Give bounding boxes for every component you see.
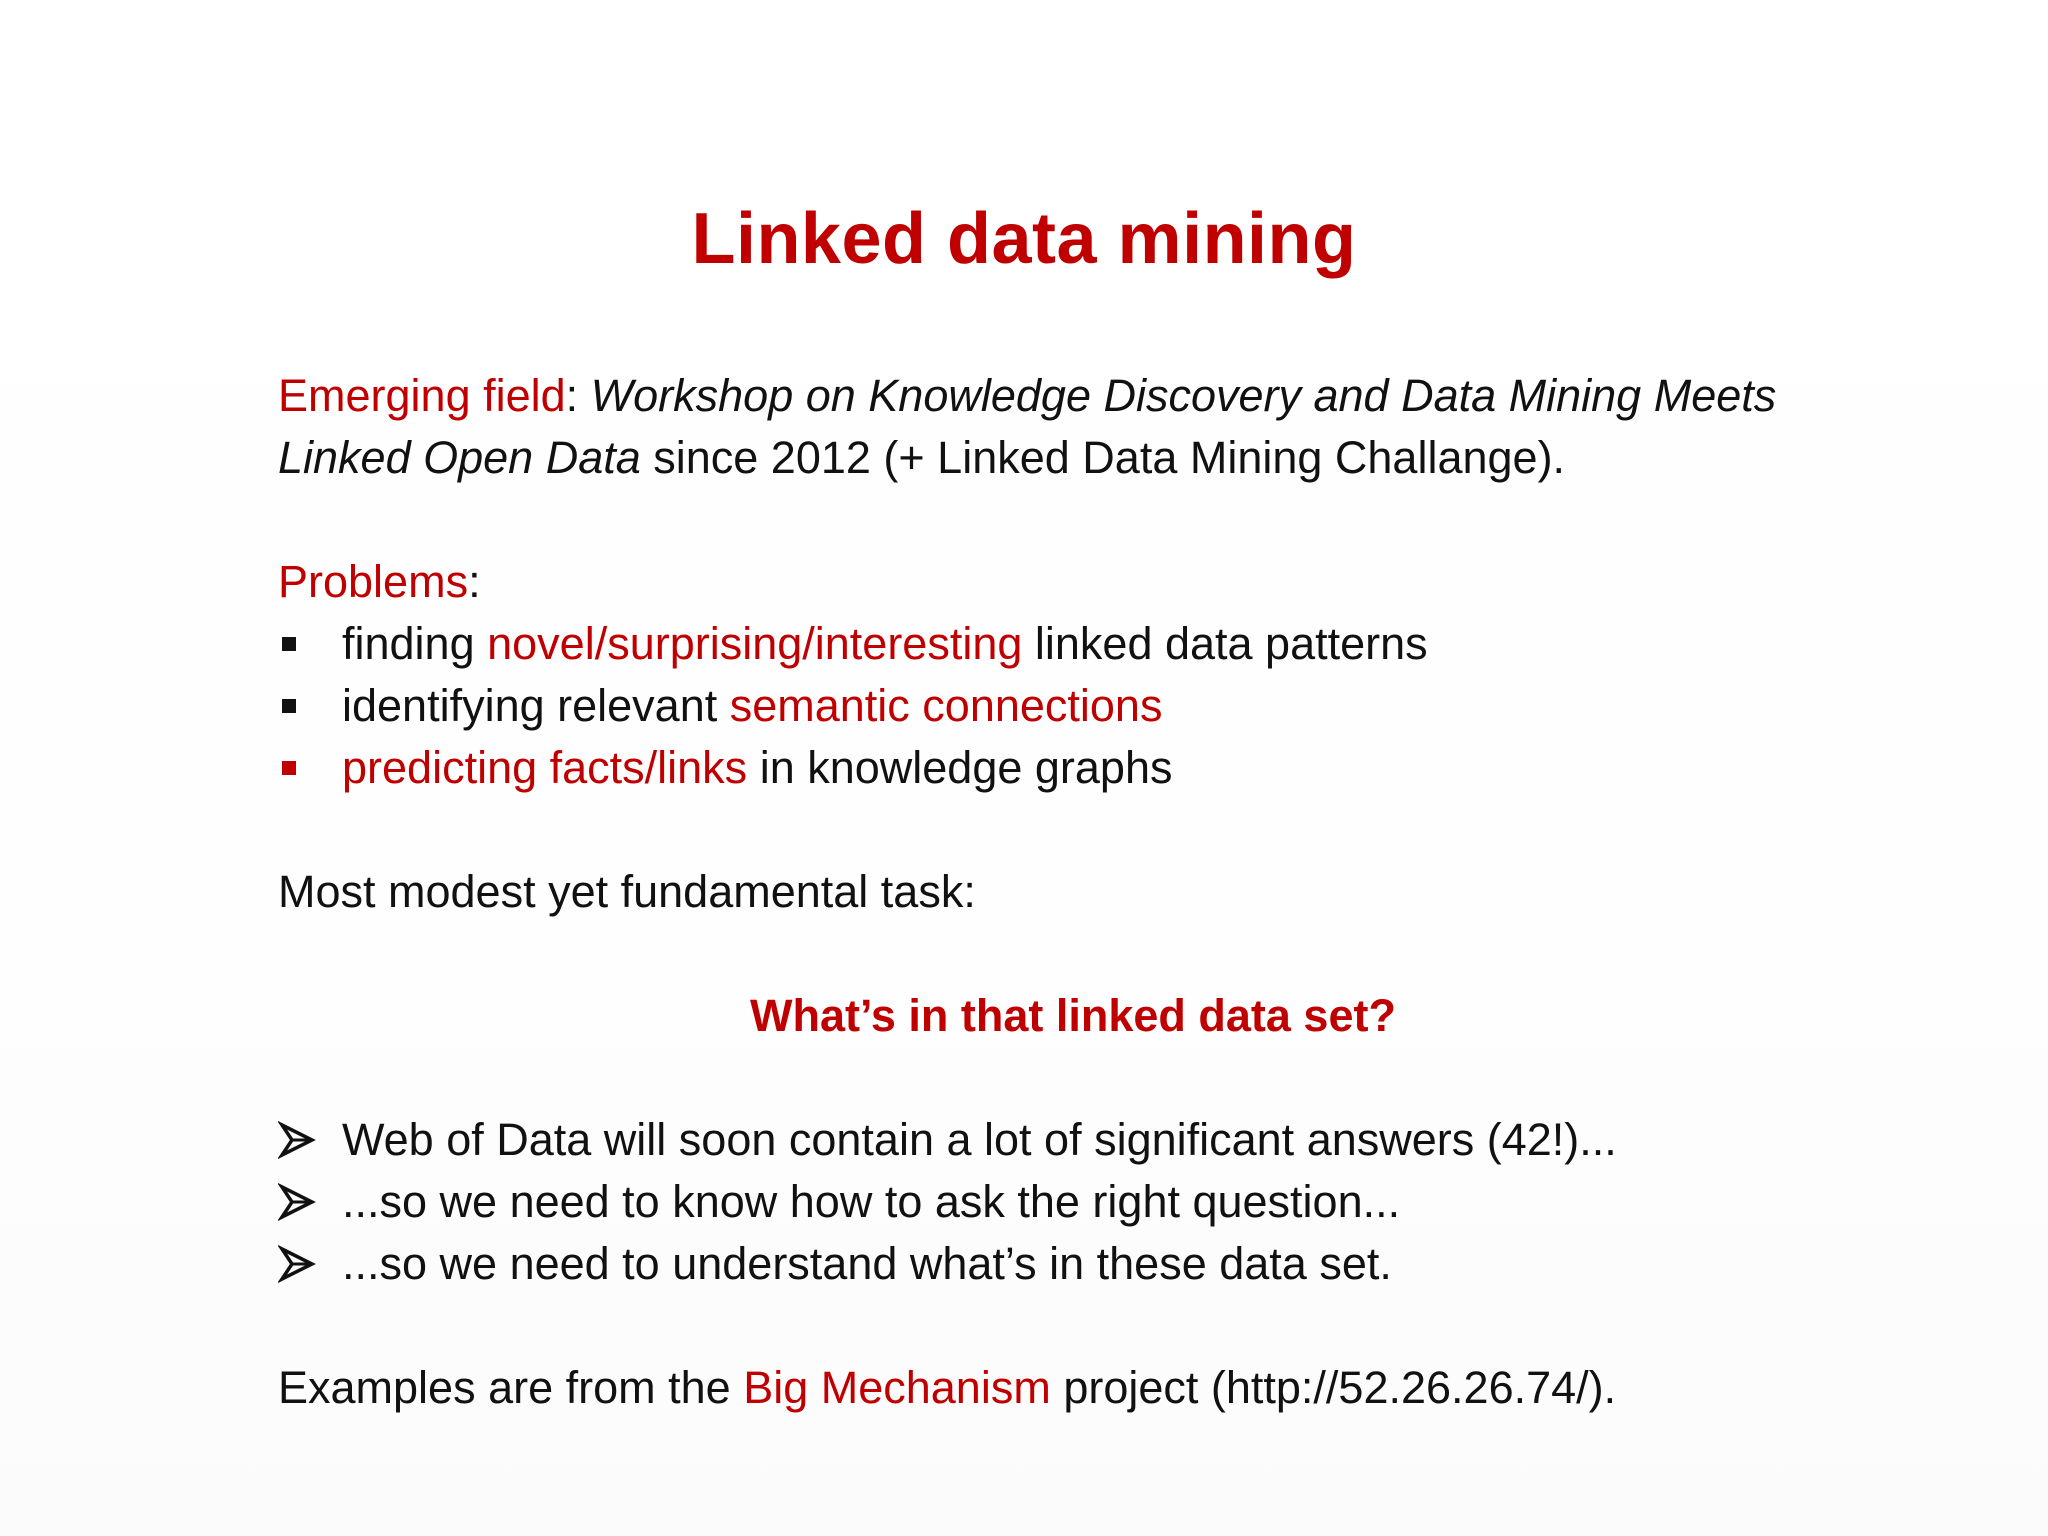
- spacer: [278, 1047, 1838, 1109]
- arrow-item-text: ...so we need to understand what’s in these data set.: [342, 1238, 1392, 1289]
- spacer: [278, 489, 1838, 551]
- emerging-field-paragraph: [278, 365, 1838, 489]
- examples-post: project (http://52.26.26.74/).: [1050, 1362, 1617, 1413]
- problem-item-highlight: novel/surprising/interesting: [487, 618, 1023, 669]
- workshop-title-part1: Workshop on Knowledge Discovery and Data Mining Meets: [590, 370, 1777, 421]
- square-bullet-icon: [282, 637, 296, 651]
- task-line: Most modest yet fundamental task:: [278, 866, 976, 917]
- big-mechanism-link: Big Mechanism: [743, 1362, 1051, 1413]
- arrow-bullet-icon: [278, 1109, 318, 1171]
- emerging-field-label: Emerging field: [278, 370, 566, 421]
- arrow-bullet-icon: [278, 1171, 318, 1233]
- spacer: [278, 799, 1838, 861]
- workshop-title-part2: Linked Open Data: [278, 432, 641, 483]
- square-bullet-icon: [282, 761, 296, 775]
- square-bullet-icon: [282, 699, 296, 713]
- examples-pre: Examples are from the: [278, 1362, 744, 1413]
- problem-item-pre: finding: [342, 618, 488, 669]
- slide-content: [278, 365, 1838, 1419]
- problem-item-highlight: semantic connections: [729, 680, 1163, 731]
- slide-title: Linked data mining: [691, 199, 1357, 279]
- arrow-list: [278, 1109, 1838, 1295]
- problems-label: Problems: [278, 556, 469, 607]
- problem-item-highlight: predicting facts/links: [342, 742, 748, 793]
- arrow-item: [278, 1233, 1838, 1295]
- problems-colon: :: [468, 556, 481, 607]
- arrow-item: [278, 1109, 1838, 1171]
- spacer: [278, 1295, 1838, 1357]
- emerging-field-colon: :: [565, 370, 591, 421]
- arrow-bullet-icon: [278, 1233, 318, 1295]
- problem-item: [278, 613, 1838, 675]
- arrow-item-text: ...so we need to know how to ask the right question...: [342, 1176, 1401, 1227]
- arrow-item-text: Web of Data will soon contain a lot of significant answers (42!)...: [342, 1114, 1617, 1165]
- arrow-item: [278, 1171, 1838, 1233]
- problem-item-pre: identifying relevant: [342, 680, 730, 731]
- key-question: What’s in that linked data set?: [750, 990, 1396, 1041]
- examples-line: [278, 1357, 1838, 1419]
- spacer: [278, 923, 1838, 985]
- problems-list: [278, 613, 1838, 799]
- problem-item: [278, 737, 1838, 799]
- problem-item-post: in knowledge graphs: [747, 742, 1173, 793]
- emerging-field-rest: since 2012 (+ Linked Data Mining Challange).: [640, 432, 1566, 483]
- problems-heading: [278, 551, 1838, 613]
- problem-item: [278, 675, 1838, 737]
- problem-item-post: linked data patterns: [1022, 618, 1428, 669]
